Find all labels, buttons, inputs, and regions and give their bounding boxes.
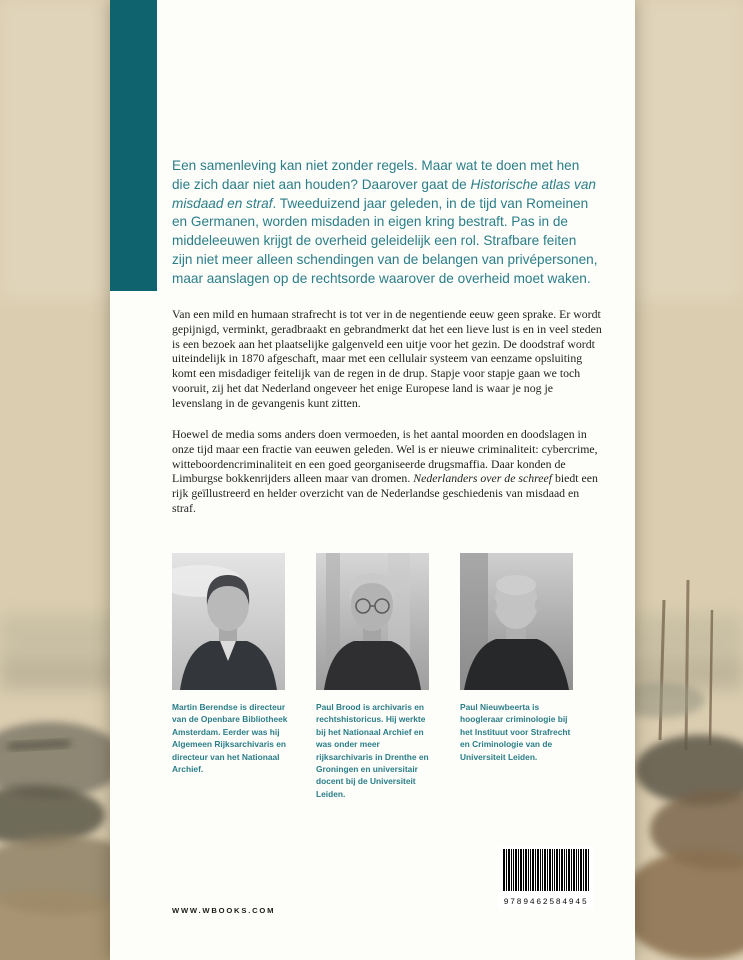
intro-blurb [172,157,600,289]
author-photo-paul-nieuwbeerta [460,553,573,690]
author-caption-nieuwbeerta: Paul Nieuwbeerta is hoogleraar criminologie bij het Instituut voor Strafrecht en Criminologie van de Universiteit Leiden. [460,702,571,762]
intro-text-after-title: . Tweeduizend jaar geleden, in de tijd van Romeinen en Germanen, worden misdaden in eigen kring bestraft. Pas in de middeleeuwen krijgt de overheid geleidelijk een rol. Strafbare feiten zijn niet meer alleen schendingen van de belangen van privépersonen, maar aanslagen op de rechtsorde waarover de overheid moet waken. [172,195,598,286]
body-paragraph-1: Van een mild en humaan strafrecht is tot ver in de negentiende eeuw geen sprake. Er wordt gepijnigd, verminkt, geradbraakt en gebrandmerkt dat het een lieve lust is en in veel steden is een bezoek aan het plaatselijke galgenveld een uitje voor het gezin. De doodstraf wordt uiteindelijk in 1870 afgeschaft, maar met een cellulair systeem van eenzame opsluiting komt een misdadiger feitelijk van de regen in de drup. Stapje voor stapje gaan we toch vooruit, zij het dat Nederland ongeveer het enige Europese land is waar je nog je levenslang in de gevangenis kunt zitten. [172,307,602,410]
barcode-number: 9789462584945 [503,898,589,907]
publisher-website: WWW.WBOOKS.COM [172,906,276,915]
authors-row [172,553,573,800]
barcode-bars [501,849,591,891]
paragraph2-text-after-title: biedt een rijk geïllustreerd en helder overzicht van de Nederlandse geschiedenis van misdaad en straf. [172,471,598,515]
barcode [498,846,594,909]
paragraph2-text-before-title: Hoewel de media soms anders doen vermoeden, is het aantal moorden en doodslagen in onze tijd maar een fractie van eeuwen geleden. Wel is er nieuwe criminaliteit: cybercrime, witteboordencriminaliteit en een goed georganiseerde drugsmaffia. Daar konden de Limburgse bokkenrijders alleen maar van dromen. [172,427,598,486]
author-caption-berendse: Martin Berendse is directeur van de Openbare Bibliotheek Amsterdam. Eerder was hij Algemeen Rijksarchivaris en directeur van het Nationaal Archief. [172,702,288,775]
book-title-italic: Historische atlas van misdaad en straf [172,176,596,211]
author-column-berendse [172,553,288,800]
series-title-italic: Nederlanders over de schreef [413,471,553,486]
back-cover [110,0,635,960]
body-paragraph-2 [172,427,602,516]
author-column-nieuwbeerta [460,553,573,800]
author-column-brood [316,553,429,800]
teal-spine-band [110,0,157,291]
author-caption-brood: Paul Brood is archivaris en rechtshistoricus. Hij werkte bij het Nationaal Archief en was onder meer rijksarchivaris in Drenthe en Groningen en universitair docent bij de Universiteit Leiden. [316,702,429,799]
author-photo-martin-berendse [172,553,285,690]
author-photo-paul-brood [316,553,429,690]
intro-text-before-title: Een samenleving kan niet zonder regels. Maar wat te doen met hen die zich daar niet aan houden? Daarover gaat de [172,158,580,192]
